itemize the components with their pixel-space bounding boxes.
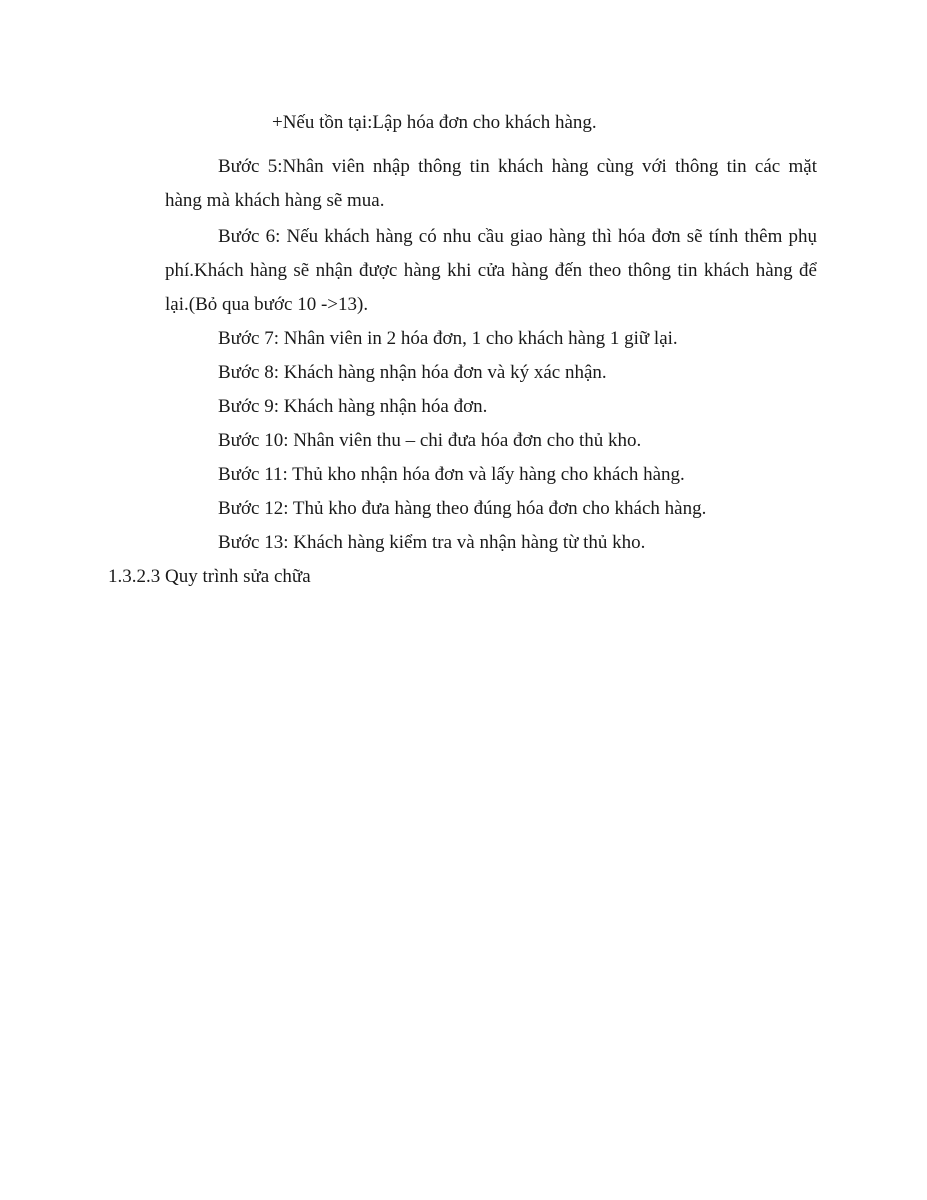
step-13-line: Bước 13: Khách hàng kiểm tra và nhận hàng từ thủ kho. [218, 532, 646, 553]
step-11-line: Bước 11: Thủ kho nhận hóa đơn và lấy hàng cho khách hàng. [218, 464, 685, 485]
step-6-line-2: phí.Khách hàng sẽ nhận được hàng khi cửa hàng đến theo thông tin khách hàng để [165, 260, 817, 281]
step-5-line-1: Bước 5:Nhân viên nhập thông tin khách hàng cùng với thông tin các mặt [218, 156, 817, 177]
step-6-line-1: Bước 6: Nếu khách hàng có nhu cầu giao hàng thì hóa đơn sẽ tính thêm phụ [218, 226, 817, 247]
intro-line: +Nếu tồn tại:Lập hóa đơn cho khách hàng. [272, 112, 597, 133]
step-9-line: Bước 9: Khách hàng nhận hóa đơn. [218, 396, 488, 417]
step-12-line: Bước 12: Thủ kho đưa hàng theo đúng hóa đơn cho khách hàng. [218, 498, 707, 519]
step-8-line: Bước 8: Khách hàng nhận hóa đơn và ký xác nhận. [218, 362, 607, 383]
step-6-line-3: lại.(Bỏ qua bước 10 ->13). [165, 294, 369, 315]
step-7-line: Bước 7: Nhân viên in 2 hóa đơn, 1 cho khách hàng 1 giữ lại. [218, 328, 678, 349]
section-heading: 1.3.2.3 Quy trình sửa chữa [108, 566, 311, 587]
step-10-line: Bước 10: Nhân viên thu – chi đưa hóa đơn cho thủ kho. [218, 430, 642, 451]
step-5-line-2: hàng mà khách hàng sẽ mua. [165, 190, 385, 211]
